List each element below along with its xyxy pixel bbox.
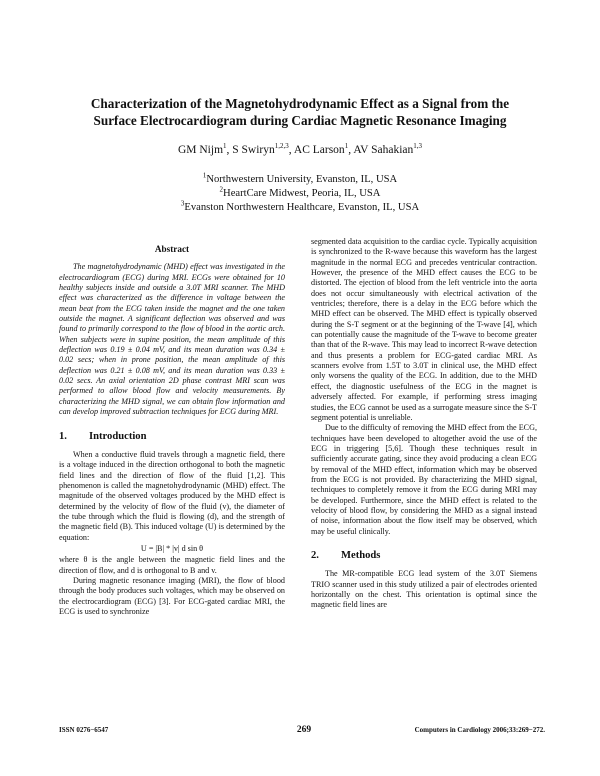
affiliation: $^1$Northwestern University, Evanston, IL, USA bbox=[202, 171, 398, 185]
author: AC Larson$^1$ bbox=[293, 142, 349, 156]
title-line-1: Characterization of the Magnetohydrodynamic Effect as a Signal from the bbox=[90, 96, 510, 111]
methods-paragraph-1: The MR-compatible ECG lead system of the 3.0T Siemens TRIO scanner used in this study utilized a pair of electrodes oriented horizontally on the chest. This orientation is optimal since the magnetic field lines are bbox=[311, 569, 537, 610]
author: AV Sahakian$^{1,3}$ bbox=[353, 142, 423, 156]
author: GM Nijm$^1$ bbox=[177, 142, 227, 156]
affiliation: $^2$HeartCare Midwest, Peoria, IL, USA bbox=[219, 185, 381, 199]
section-heading-introduction: 1. Introduction bbox=[59, 430, 147, 442]
citation: Computers in Cardiology 2006;33:269−272. bbox=[414, 726, 545, 734]
section-heading-methods: 2. Methods bbox=[311, 549, 381, 561]
intro-paragraph-5: Due to the difficulty of removing the MHD effect from the ECG, techniques have been developed to altogether avoid the use of the ECG in triggering [5,6]. Though these techniques result in sufficiently accurate gating, since they avoid producing a clean ECG by removal of the MHD effect, information which may be observed from the ECG is not provided. By characterizing the MHD signal, techniques to completely remove it from the ECG during MRI may be developed. Furthermore, since the MHD effect is related to the velocity of blood flow, by considering the MHD as a signal instead of noise, information about the flow itself may be observed, which may be useful clinically. bbox=[311, 423, 537, 536]
right-column bbox=[311, 237, 537, 611]
paper-title bbox=[40, 95, 560, 129]
affiliation-list bbox=[40, 173, 560, 215]
author-list: GM Nijm$^1$, S Swiryn$^{1,2,3}$, AC Larson$^1$, AV Sahakian$^{1,3}$ bbox=[177, 142, 423, 156]
page-number: 269 bbox=[296, 725, 312, 735]
intro-paragraph-4: segmented data acquisition to the cardiac cycle. Typically acquisition is synchronized to the R-wave because this waveform has the largest magnitude in the normal ECG and precedes ventricular contraction. However, the presence of the MHD effect causes the ECG to be distorted. The ejection of blood from the left ventricle into the aorta does not occur simultaneously with electrical activation of the ventricles; therefore, there is a delay in the ECG before which the MHD effect can be observed. The MHD effect is typically observed during the S-T segment or at the beginning of the T-wave [4], which can potentially cause the magnitude of the T-wave to become greater than that of the R-wave. This may lead to incorrect R-wave detection and thus presents a problem for ECG-gated cardiac MRI. As scanners evolve from 1.5T to 3.0T in clinical use, the MHD effect only worsens the quality of the ECG. In addition, due to the MHD effect, the diagnostic usefulness of the ECG in the magnet is adversely affected. For example, if performing stress imaging studies, the ECG cannot be used as a surrogate measure since the S-T segment potential is unreliable. bbox=[311, 237, 537, 422]
equation: U = |B| * |v| d sin θ bbox=[140, 543, 204, 553]
intro-paragraph-1: When a conductive fluid travels through a magnetic field, there is a voltage induced in the direction orthogonal to both the magnetic field lines and the direction of flow of the fluid [1,2]. This phenomenon is called the magnetohydrodynamic (MHD) effect. The magnitude of the observed voltages produced by the MHD effect is determined by the velocity of flow of the fluid (v), the diameter of the tube through which the fluid is flowing (d), and the strength of the magnetic field (B). This induced voltage (U) is determined by the equation: bbox=[59, 449, 285, 542]
intro-paragraph-3: During magnetic resonance imaging (MRI), the flow of blood through the body produces such voltages, which may be observed on the electrocardiogram (ECG) [3]. For ECG-gated cardiac MRI, the ECG is used to synchronize bbox=[59, 575, 285, 616]
affiliation: $^3$Evanston Northwestern Healthcare, Evanston, IL, USA bbox=[180, 199, 420, 213]
left-column bbox=[59, 237, 285, 617]
abstract-heading: Abstract bbox=[154, 244, 190, 254]
abstract-text: The magnetohydrodynamic (MHD) effect was investigated in the electrocardiogram (ECG) during MRI. ECGs were obtained for 10 healthy subjects inside and outside a 3.0T MRI scanner. The MHD effect was characterized as the difference in voltage between the mean beat from the ECG taken inside the magnet and the one taken outside the magnet. A significant deflection was observed and was found to primarily correspond to the flow of blood in the aortic arch. When subjects were in supine position, the mean amplitude of this deflection was 0.19 ± 0.04 mV, and its mean duration was 0.34 ± 0.02 secs; when in prone position, the mean amplitude of this deflection was 0.21 ± 0.08 mV, and its mean duration was 0.33 ± 0.02 secs. An axial orientation 2D phase contrast MRI scan was performed to allow blood flow and velocity measurements. By characterizing the MHD signal, we can obtain flow information and can develop improved subtraction techniques for ECG during MRI. bbox=[59, 262, 285, 417]
title-line-2: Surface Electrocardiogram during Cardiac Magnetic Resonance Imaging bbox=[93, 113, 507, 128]
author: S Swiryn$^{1,2,3}$ bbox=[232, 142, 289, 156]
issn: ISSN 0276−6547 bbox=[59, 726, 109, 734]
intro-paragraph-2: where θ is the angle between the magnetic field lines and the direction of flow, and d is orthogonal to B and v. bbox=[59, 555, 285, 575]
